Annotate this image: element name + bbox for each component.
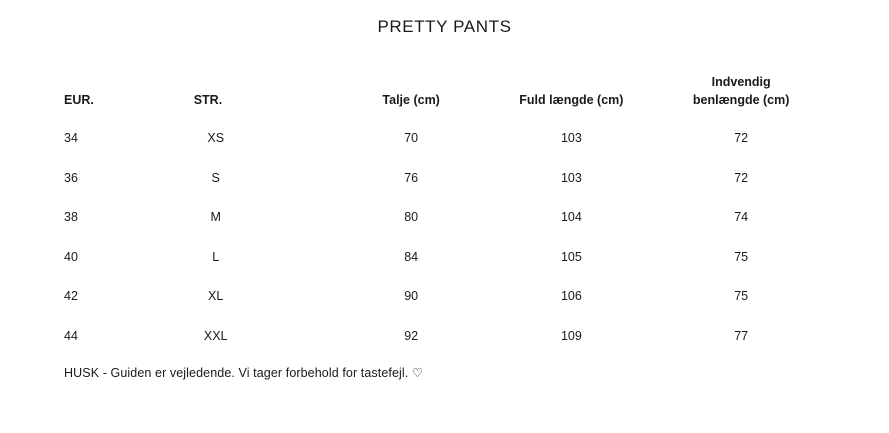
column-header-str: STR. [193, 93, 223, 108]
cell-indvendig-benlaengde: 74 [734, 210, 749, 225]
cell-fuld-laengde: 106 [560, 289, 582, 304]
cell-eur: 36 [64, 170, 78, 185]
table-row [64, 317, 827, 357]
cell-indvendig-benlaengde: 77 [734, 328, 749, 343]
cell-eur: 34 [64, 131, 78, 146]
table-header [64, 73, 827, 119]
cell-fuld-laengde: 105 [560, 249, 582, 264]
column-header-fuld-laengde: Fuld længde (cm) [519, 93, 624, 108]
cell-str-value: L [212, 249, 220, 264]
column-header-talje: Talje (cm) [382, 93, 440, 108]
size-table [64, 73, 827, 356]
cell-talje: 84 [404, 249, 419, 264]
cell-str-value: XS [207, 131, 225, 146]
cell-fuld-laengde: 103 [560, 170, 582, 185]
table-body [64, 119, 827, 356]
cell-str [194, 238, 335, 278]
cell-talje: 92 [404, 328, 419, 343]
table-row [64, 198, 827, 238]
table-row [64, 159, 827, 199]
cell-talje: 76 [404, 170, 419, 185]
cell-str [194, 119, 335, 159]
table-header-row [64, 73, 827, 119]
cell-eur: 40 [64, 249, 78, 264]
cell-eur: 38 [64, 210, 78, 225]
cell-str-value: S [211, 170, 220, 185]
cell-indvendig-benlaengde: 75 [734, 289, 749, 304]
cell-fuld-laengde: 103 [560, 131, 582, 146]
column-header-eur: EUR. [64, 93, 94, 108]
page-title: PRETTY PANTS [377, 17, 512, 36]
cell-str [194, 317, 335, 357]
cell-str-value: XL [208, 289, 224, 304]
cell-eur: 42 [64, 289, 78, 304]
cell-fuld-laengde: 109 [560, 328, 582, 343]
cell-str [194, 198, 335, 238]
cell-indvendig-benlaengde: 72 [734, 170, 749, 185]
table-row [64, 238, 827, 278]
column-header-indvendig-benlaengde: Indvendig benlængde (cm) [692, 75, 790, 108]
cell-talje: 70 [404, 131, 419, 146]
cell-talje: 90 [404, 289, 419, 304]
table-row [64, 119, 827, 159]
cell-indvendig-benlaengde: 75 [734, 249, 749, 264]
cell-str-value: XXL [203, 328, 228, 343]
table-row [64, 277, 827, 317]
cell-eur: 44 [64, 328, 78, 343]
cell-str [194, 159, 335, 199]
cell-talje: 80 [404, 210, 419, 225]
size-guide-page [0, 17, 889, 433]
cell-fuld-laengde: 104 [560, 210, 582, 225]
cell-str-value: M [210, 210, 221, 225]
cell-indvendig-benlaengde: 72 [734, 131, 749, 146]
cell-str [194, 277, 335, 317]
disclaimer-note: HUSK - Guiden er vejledende. Vi tager forbehold for tastefejl. ♡ [64, 366, 424, 380]
size-table-container [0, 73, 889, 356]
